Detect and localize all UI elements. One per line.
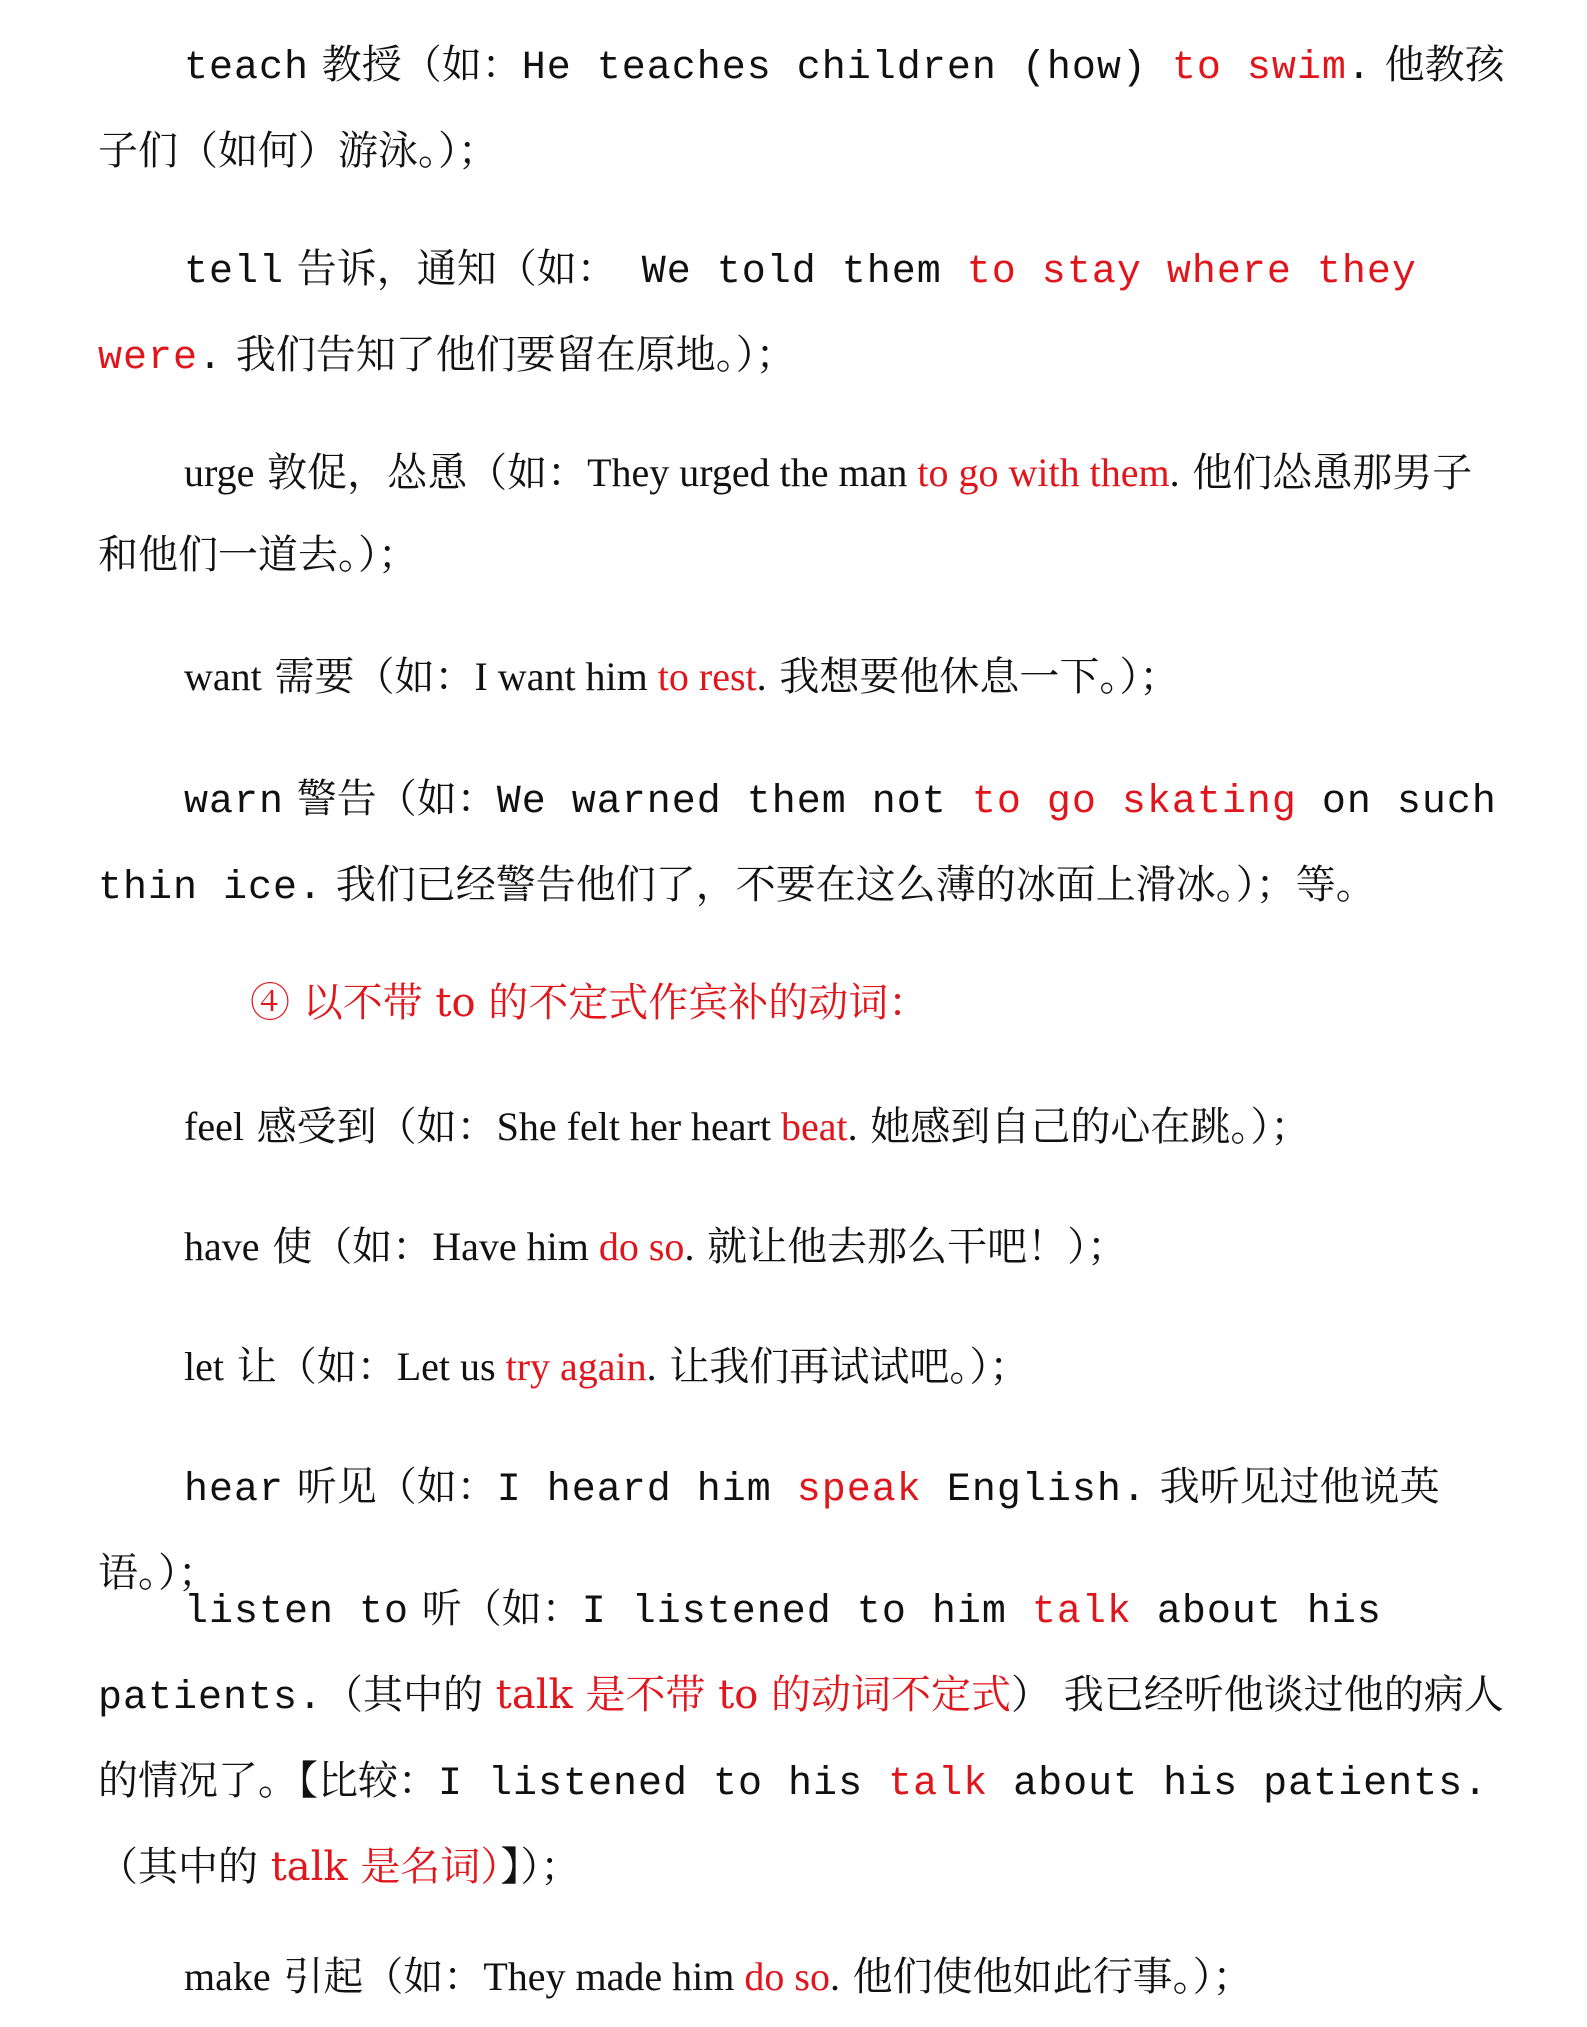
infinitive-highlight: beat: [781, 1104, 848, 1149]
grammar-note: talk 是不带 to 的动词不定式: [495, 1672, 1012, 1718]
verb: warn: [184, 780, 285, 825]
translation: 我听见过他说英语。）；: [98, 1464, 1440, 1596]
example-text: He teaches children (how): [521, 46, 1172, 91]
translation: 我已经听他谈过他的病人的情况了。: [98, 1672, 1504, 1804]
entry-let: let 让（如：Let us try again. 让我们再试试吧。）；: [184, 1344, 1030, 1390]
meaning: 感受到: [256, 1104, 377, 1150]
entry-warn: warn 警告（如：We warned them not to go skating on such thin ice. 我们已经警告他们了，不要在这么薄的冰面上滑冰。）；等。: [98, 776, 1497, 911]
meaning: 敦促，怂恿: [267, 450, 468, 496]
entry-teach: teach 教授（如：He teaches children (how) to swim. 他教孩子们（如何）游泳。）；: [98, 42, 1505, 174]
example-text: We warned them not: [496, 780, 972, 825]
infinitive-highlight: to swim: [1171, 46, 1347, 91]
compare-note: talk 是名词: [270, 1844, 481, 1890]
entry-have: have 使（如：Have him do so. 就让他去那么干吧！）；: [184, 1224, 1128, 1270]
meaning: 引起: [283, 1954, 364, 2000]
infinitive-highlight: to go with them: [917, 450, 1170, 495]
verb: urge: [184, 450, 255, 495]
example-text: We told them: [616, 250, 967, 295]
example-text: She felt her heart: [496, 1104, 781, 1149]
translation: 他教孩子们（如何）游泳。）；: [98, 42, 1505, 174]
verb: tell: [184, 250, 285, 295]
entry-want: want 需要（如：I want him to rest. 我想要他休息一下。）；: [184, 654, 1180, 700]
verb: make: [184, 1954, 271, 1999]
entry-urge: urge 敦促，怂恿（如：They urged the man to go with them. 他们怂恿那男子和他们一道去。）；: [98, 450, 1473, 578]
example-text: I listened to him: [581, 1590, 1032, 1635]
entry-listen-to: listen to 听（如：I listened to him talk about his patients.（其中的 talk 是不带 to 的动词不定式） 我已经听他谈过他的病人的情况了。【比较：I listened to his talk about his patients.（其中的 talk 是名词）】）；: [98, 1586, 1504, 1890]
example-text: They made him: [483, 1954, 745, 1999]
entry-feel: feel 感受到（如：She felt her heart beat. 她感到自己的心在跳。）；: [184, 1104, 1311, 1150]
translation: 让我们再试试吧。）；: [656, 1344, 1030, 1390]
meaning: 让: [236, 1344, 277, 1390]
entry-make: make 引起（如：They made him do so. 他们使他如此行事。）；: [184, 1954, 1253, 2000]
meaning: 教授: [321, 42, 402, 88]
translation: 我们已经警告他们了，不要在这么薄的冰面上滑冰。）；等。: [323, 862, 1376, 908]
meaning: 警告: [296, 776, 377, 822]
translation: 我想要他休息一下。）；: [766, 654, 1180, 700]
example-text: I want him: [474, 654, 658, 699]
translation: 他们使他如此行事。）；: [839, 1954, 1253, 2000]
infinitive-highlight: do so: [744, 1954, 830, 1999]
verb: teach: [184, 46, 310, 91]
verb: let: [184, 1344, 224, 1389]
meaning: 听: [421, 1586, 462, 1632]
infinitive-highlight: to stay where they were: [98, 250, 1417, 381]
verb: hear: [184, 1468, 285, 1513]
infinitive-highlight: do so: [598, 1224, 685, 1269]
example-text: They urged the man: [587, 450, 918, 495]
infinitive-highlight: to go skating: [971, 780, 1297, 825]
example-text: Have him: [432, 1224, 599, 1269]
translation: 他们怂恿那男子和他们一道去。）；: [98, 450, 1473, 578]
example-text: Let us: [396, 1344, 506, 1389]
meaning: 使: [272, 1224, 313, 1270]
compare-highlight: talk: [888, 1762, 989, 1807]
entry-hear: hear 听见（如：I heard him speak English. 我听见过他说英语。）；: [98, 1464, 1440, 1596]
infinitive-highlight: speak: [796, 1468, 922, 1513]
infinitive-highlight: to rest: [657, 654, 757, 699]
meaning: 告诉，通知: [296, 246, 497, 292]
meaning: 需要: [274, 654, 355, 700]
verb: want: [184, 654, 262, 699]
verb: listen to: [184, 1590, 410, 1635]
entry-tell: tell 告诉，通知（如： We told them to stay where they were. 我们告知了他们要留在原地。）；: [98, 246, 1417, 381]
meaning: 听见: [296, 1464, 377, 1510]
verb: have: [184, 1224, 260, 1269]
compare-example: I listened to his: [438, 1762, 889, 1807]
infinitive-highlight: talk: [1031, 1590, 1132, 1635]
translation: 她感到自己的心在跳。）；: [857, 1104, 1311, 1150]
translation: 就让他去那么干吧！）；: [694, 1224, 1128, 1270]
example-text: I heard him: [496, 1468, 797, 1513]
translation: 我们告知了他们要留在原地。）；: [223, 332, 796, 378]
section-heading: ④ 以不带 to 的不定式作宾补的动词：: [250, 980, 929, 1026]
infinitive-highlight: try again: [505, 1344, 647, 1389]
verb: feel: [184, 1104, 244, 1149]
